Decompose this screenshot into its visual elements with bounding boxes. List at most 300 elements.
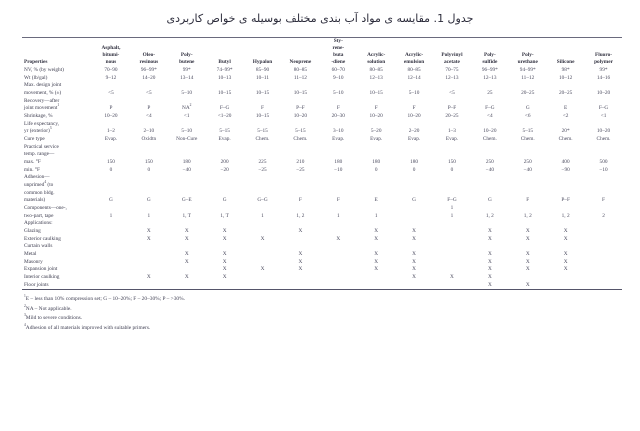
table-cell [244, 282, 282, 290]
table-cell [244, 182, 282, 190]
table-row [22, 243, 622, 251]
table-cell: X [374, 235, 379, 242]
table-cell: 500 [599, 159, 608, 166]
table-row [22, 151, 622, 159]
table-cell [244, 205, 282, 213]
table-cell: X [374, 251, 379, 258]
table-cell [281, 121, 319, 129]
table-cell [395, 182, 433, 190]
table-cell: 5–10 [181, 128, 193, 135]
table-cell: 1–2 [106, 128, 115, 135]
table-cell [357, 121, 395, 129]
table-cell: P–F [296, 105, 305, 112]
table-cell: X [146, 235, 151, 242]
table-cell: 1 [147, 212, 151, 219]
table-cell [281, 220, 319, 228]
row-label: unprimed$^4$ (to [24, 180, 54, 189]
table-cell: 5–10 [181, 90, 193, 97]
table-cell: <6 [524, 113, 531, 120]
table-cell [509, 144, 547, 152]
table-cell: G [487, 197, 492, 204]
table-cell [168, 174, 206, 182]
column-header: Acrylic- emulsion [395, 38, 433, 68]
table-cell: 99* [599, 67, 608, 73]
table-cell [244, 151, 282, 159]
table-cell: 14–20 [142, 74, 156, 81]
column-header: Poly- butene [168, 38, 206, 68]
table-cell [319, 190, 357, 198]
table-cell: <5 [108, 90, 114, 97]
table-cell: 5–10 [332, 90, 344, 97]
row-label: Applications: [24, 220, 53, 227]
table-cell: <4 [146, 113, 152, 120]
table-cell: X [487, 258, 492, 265]
table-cell [433, 98, 471, 106]
table-row [22, 190, 622, 198]
table-cell [357, 174, 395, 182]
table-row [22, 213, 622, 221]
table-cell: 0 [450, 166, 454, 173]
row-label: Expansion joint [24, 266, 58, 273]
table-cell [547, 82, 585, 90]
table-cell: X [487, 274, 492, 281]
table-cell: 2–20 [408, 128, 420, 135]
table-cell: X [222, 258, 227, 265]
table-cell [471, 182, 509, 190]
table-cell: Evap. [218, 136, 231, 143]
table-cell: 20–30 [331, 113, 345, 120]
table-cell [547, 243, 585, 251]
table-cell [433, 251, 471, 259]
table-cell [395, 205, 433, 213]
table-cell [585, 144, 623, 152]
table-cell [92, 228, 130, 236]
table-cell [281, 205, 319, 213]
table-cell: 1, 2 [485, 212, 494, 219]
row-label: Wt (lb/gal) [24, 74, 48, 81]
table-cell: X [471, 282, 509, 290]
table-cell: X [563, 251, 568, 258]
table-cell: F–G [447, 197, 457, 204]
table-cell: 10–13 [217, 74, 232, 81]
table-cell: X [563, 228, 568, 235]
table-row [22, 205, 622, 213]
table-cell: 1 [374, 212, 378, 219]
table-cell: F [261, 105, 264, 112]
table-cell [319, 274, 357, 282]
table-cell: X [412, 258, 416, 265]
table-cell: X [146, 228, 151, 235]
table-cell: Evap. [370, 136, 383, 143]
table-cell [92, 259, 130, 267]
table-cell [585, 182, 623, 190]
table-cell [395, 190, 433, 198]
table-cell [130, 282, 168, 290]
row-label: Shrinkage, % [24, 113, 53, 120]
table-cell: 74–99* [216, 67, 233, 73]
column-header: Acrylic- solution [357, 38, 395, 68]
table-cell [471, 205, 509, 213]
column-header: Neoprene [281, 38, 319, 68]
table-cell: F [374, 105, 378, 112]
table-cell [357, 190, 395, 198]
table-cell [471, 220, 509, 228]
table-cell: X [563, 266, 568, 273]
table-cell [206, 82, 244, 90]
table-cell: −10 [334, 166, 343, 173]
row-label: NV, % (by weight) [24, 67, 64, 73]
table-cell [471, 243, 509, 251]
table-cell: <1 [183, 113, 190, 120]
table-cell [433, 266, 471, 274]
footnote-item: $^2$NA – Not applicable. [24, 304, 72, 312]
table-cell: 13–14 [180, 74, 194, 81]
table-cell: 5–15 [257, 128, 268, 135]
table-cell: −40 [182, 166, 191, 173]
table-cell: 10–15 [255, 113, 270, 120]
table-cell: 1–3 [447, 128, 456, 135]
column-header: Polyvinyl acetate [433, 38, 471, 68]
table-cell: 2 [602, 212, 605, 219]
table-cell: X [563, 258, 568, 265]
table-row [22, 174, 622, 182]
table-cell: G [146, 197, 151, 204]
table-cell: 1 [450, 205, 454, 212]
table-cell [547, 220, 585, 228]
table-row [22, 136, 622, 144]
table-cell [319, 282, 357, 290]
table-cell [168, 266, 206, 274]
table-cell [130, 205, 168, 213]
table-cell [92, 174, 130, 182]
table-cell [585, 174, 623, 182]
table-cell [319, 182, 357, 190]
table-cell: X [525, 235, 530, 242]
table-cell [206, 98, 244, 106]
table-cell: P [147, 105, 151, 112]
table-cell: E [564, 105, 568, 112]
table-cell: 5–15 [219, 128, 230, 135]
table-cell: 400 [561, 159, 570, 166]
table-cell [585, 82, 623, 90]
table-cell: G [525, 105, 530, 112]
table-cell [281, 144, 319, 152]
table-cell [509, 243, 547, 251]
table-cell: 1 [450, 212, 454, 219]
table-cell [395, 174, 433, 182]
table-cell: Evap. [332, 136, 345, 143]
table-cell [357, 98, 395, 106]
table-cell: X [222, 235, 227, 242]
table-row [22, 282, 622, 290]
table-cell [244, 144, 282, 152]
table-cell: 5–20 [370, 128, 382, 135]
row-label: Curtain walls [24, 243, 53, 250]
table-cell: F [526, 197, 530, 204]
table-cell [471, 121, 509, 129]
table-cell [130, 182, 168, 190]
table-cell: X [298, 266, 303, 273]
table-cell: 10–15 [217, 90, 232, 97]
table-cell: X [487, 251, 492, 258]
table-cell [281, 174, 319, 182]
table-cell: X [525, 228, 530, 235]
row-label: Exterior caulking [24, 235, 61, 242]
table-cell: 20–25 [445, 113, 459, 120]
column-header: Silicone [547, 38, 585, 68]
table-cell [471, 151, 509, 159]
table-cell: 180 [372, 159, 381, 166]
table-cell [585, 205, 623, 213]
table-cell: 10–20 [369, 113, 383, 120]
table-row [22, 266, 622, 274]
table-cell [509, 98, 547, 106]
table-cell [433, 282, 471, 290]
table-cell: E [374, 197, 378, 204]
table-cell [168, 243, 206, 251]
table-cell: 12–13 [445, 74, 459, 81]
table-cell [244, 220, 282, 228]
table-cell: P–F [447, 105, 457, 112]
table-cell: G [412, 197, 416, 204]
table-cell: 70–75 [445, 67, 459, 73]
row-label: Glazing [24, 228, 41, 235]
table-cell: F [412, 105, 416, 112]
table-cell [585, 282, 623, 290]
table-cell: 1 [261, 212, 264, 219]
table-cell [395, 121, 433, 129]
table-cell: −90 [561, 166, 570, 173]
table-cell: <5 [449, 90, 455, 97]
column-header: Hypalon [244, 38, 282, 68]
table-row [22, 236, 622, 244]
column-header: Poly- sulfide [471, 38, 509, 68]
table-cell [92, 274, 130, 282]
table-cell: 1 [109, 212, 113, 219]
table-cell: −40 [523, 166, 532, 173]
row-label: Max. design joint [24, 82, 62, 89]
table-cell [244, 274, 282, 282]
table-cell [395, 282, 433, 290]
table-cell [92, 282, 130, 290]
table-cell [585, 251, 623, 259]
table-cell: 150 [144, 159, 153, 166]
table-cell: 3–10 [332, 128, 344, 135]
table-cell [206, 220, 244, 228]
table-cell [319, 144, 357, 152]
table-cell [92, 236, 130, 244]
table-cell [92, 205, 130, 213]
table-cell: X [184, 235, 189, 242]
table-cell: 0 [374, 166, 378, 173]
table-cell: 250 [523, 159, 532, 166]
table-cell [244, 121, 282, 129]
table-cell: 96–99* [140, 67, 157, 73]
table-row [22, 228, 622, 236]
table-cell [395, 144, 433, 152]
table-row [22, 67, 622, 75]
table-cell: X [146, 274, 151, 281]
table-cell [92, 190, 130, 198]
table-row [22, 75, 622, 83]
table-cell [206, 151, 244, 159]
table-cell [395, 213, 433, 221]
table-cell [319, 121, 357, 129]
row-label: Life expectancy, [24, 120, 59, 127]
table-cell [585, 151, 623, 159]
table-cell: 14–16 [596, 74, 611, 81]
table-cell [433, 182, 471, 190]
table-cell: X [184, 228, 189, 235]
table-cell [92, 266, 130, 274]
table-cell [547, 205, 585, 213]
table-cell [319, 259, 357, 267]
table-row [22, 128, 622, 136]
table-cell: <1 [600, 113, 607, 120]
table-cell [168, 220, 206, 228]
table-body [22, 67, 622, 290]
table-cell [357, 205, 395, 213]
table-cell [509, 190, 547, 198]
table-cell: 9–10 [332, 74, 344, 81]
table-row [22, 159, 622, 167]
table-cell: F [336, 197, 340, 204]
table-cell: X [184, 251, 189, 258]
table-cell [130, 190, 168, 198]
table-cell: X [298, 258, 303, 265]
table-row [22, 167, 622, 175]
table-cell: 98* [561, 67, 570, 73]
table-cell [509, 220, 547, 228]
table-row [22, 121, 622, 129]
table-cell: $NA^2$ [182, 103, 192, 112]
table-cell: 10–20 [293, 113, 308, 120]
table-cell [206, 205, 244, 213]
row-label: Floor joints [22, 282, 92, 290]
table-row [22, 144, 622, 152]
table-cell [395, 98, 433, 106]
row-label: Cure type [24, 136, 45, 143]
table-cell: 1, 2 [523, 212, 532, 219]
table-cell [395, 82, 433, 90]
table-cell: Chem. [482, 136, 497, 143]
table-cell [395, 151, 433, 159]
table-cell: 25 [487, 90, 493, 97]
table-cell: 99* [182, 67, 191, 73]
table-cell [509, 205, 547, 213]
table-cell [319, 243, 357, 251]
table-row [22, 182, 622, 190]
footnote-item: $^4$Adhesion of all materials improved with suitable primers. [24, 323, 151, 331]
column-header: Asphalt, bitumi- nous [92, 38, 130, 68]
table-cell [130, 243, 168, 251]
table-cell: <1–20 [217, 113, 232, 120]
table-cell: −20 [220, 166, 229, 173]
table-cell [509, 174, 547, 182]
table-cell: 5–15 [295, 128, 306, 135]
table-cell [206, 190, 244, 198]
table-cell [547, 151, 585, 159]
table-cell [509, 274, 547, 282]
table-cell: X [298, 251, 303, 258]
table-cell: X [525, 251, 530, 258]
table-cell: 12–13 [483, 74, 497, 81]
table-cell: 10–15 [293, 90, 308, 97]
table-cell [547, 174, 585, 182]
table-cell: X [336, 235, 341, 242]
table-cell [357, 243, 395, 251]
table-row [22, 90, 622, 98]
column-header-properties: Properties [22, 38, 92, 68]
table-row [22, 220, 622, 228]
table-cell: P [109, 105, 113, 112]
table-cell [281, 98, 319, 106]
table-cell [509, 182, 547, 190]
table-cell: X [260, 266, 265, 273]
table-cell [168, 205, 206, 213]
table-cell: 2–10 [143, 128, 155, 135]
table-cell [357, 82, 395, 90]
table-cell [130, 174, 168, 182]
table-cell: G [222, 197, 227, 204]
table-cell [130, 251, 168, 259]
table-cell [168, 151, 206, 159]
table-cell: X [525, 258, 530, 265]
table-cell: 10–20 [104, 113, 118, 120]
table-cell [244, 259, 282, 267]
table-cell: F–G [219, 105, 230, 112]
table-cell: −25 [296, 166, 305, 173]
table-cell [92, 251, 130, 259]
table-cell [585, 236, 623, 244]
table-cell: X [374, 258, 379, 265]
table-cell: 10–20 [407, 113, 421, 120]
table-cell: 80–85 [407, 67, 421, 73]
row-label: yr (exterior)$^3$ [24, 126, 52, 135]
table-cell [357, 144, 395, 152]
row-label: two-part, tape [24, 212, 54, 219]
table-cell: X [222, 251, 227, 258]
table-cell: Chem. [293, 136, 308, 143]
table-cell: 60–70 [331, 67, 345, 73]
table-cell [547, 282, 585, 290]
table-cell [130, 151, 168, 159]
table-cell: X [260, 235, 265, 242]
table-cell [585, 98, 623, 106]
table-cell: <5 [146, 90, 152, 97]
column-header: Oleo- resinous [130, 38, 168, 68]
row-label: movement, % (±) [24, 90, 62, 97]
row-label: materials) [24, 197, 46, 204]
table-cell [244, 228, 282, 236]
table-cell [206, 282, 244, 290]
row-label: Components—one-, [24, 205, 67, 212]
row-label: Recovery—after [24, 97, 60, 104]
table-cell [585, 190, 623, 198]
table-cell [319, 251, 357, 259]
table-cell: F–G [485, 105, 495, 112]
column-header: Butyl [206, 38, 244, 68]
table-cell: 210 [296, 159, 305, 166]
table-cell [319, 151, 357, 159]
table-cell [471, 82, 509, 90]
table-cell: <4 [487, 113, 493, 120]
table-cell [547, 144, 585, 152]
table-cell [547, 98, 585, 106]
table-cell: F [602, 197, 605, 204]
table-cell [281, 282, 319, 290]
table-cell [92, 98, 130, 106]
